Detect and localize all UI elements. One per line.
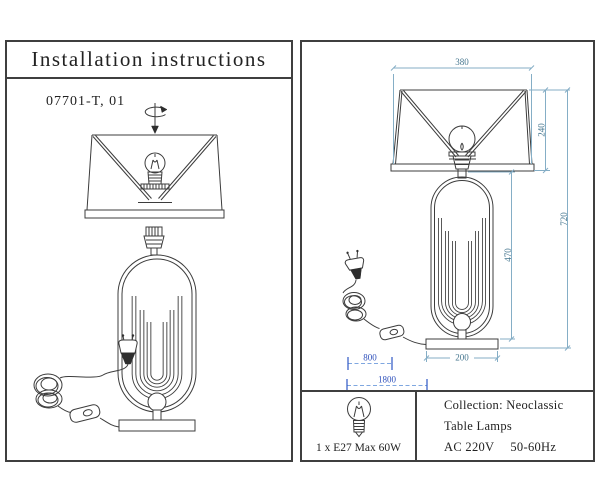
dim-base-width [424,351,500,363]
bulb-spec-cell [302,392,417,460]
dim-total-height [500,88,571,351]
dim-cord-to-switch [348,353,392,371]
bulb-spec-icon [338,396,380,440]
svg-text:380: 380 [455,57,469,67]
svg-text:240: 240 [536,123,547,137]
body-ball [454,314,471,331]
lamp-base [426,339,498,349]
collection-line: Collection: Neoclassic [444,397,564,412]
dim-shade-height [529,88,570,174]
lamp-base [119,420,195,431]
lamp-body [426,177,498,349]
assembly-drawing [5,79,293,462]
page-title: Installation instructions [31,47,267,71]
dim-cord-total [347,375,427,391]
power-line [444,440,593,455]
bulb-spec: 1 x E27 Max 60W [316,442,401,454]
inline-switch [379,324,405,340]
body-ball [148,393,166,411]
info-box [300,390,595,462]
title-box [5,40,293,79]
screw-rotation-icon [145,103,167,134]
product-info-cell [417,392,593,460]
svg-text:200: 200 [455,352,469,363]
socket [144,227,164,255]
svg-text:800: 800 [363,352,377,363]
model-number: 07701-T, 01 [46,94,126,109]
lampshade [391,90,534,171]
inline-switch [69,404,101,424]
lampshade [85,135,224,218]
power-plug [343,249,366,280]
svg-text:470: 470 [503,248,513,262]
frequency: 50-60Hz [510,439,557,454]
bulb-icon [141,153,169,189]
dimension-drawing [300,40,595,390]
bulb-icon [449,126,475,178]
category-line: Table Lamps [444,418,513,433]
voltage: AC 220V [444,439,495,454]
svg-text:720: 720 [559,212,569,226]
dim-shade-width [391,57,534,164]
svg-text:1800: 1800 [378,374,396,385]
